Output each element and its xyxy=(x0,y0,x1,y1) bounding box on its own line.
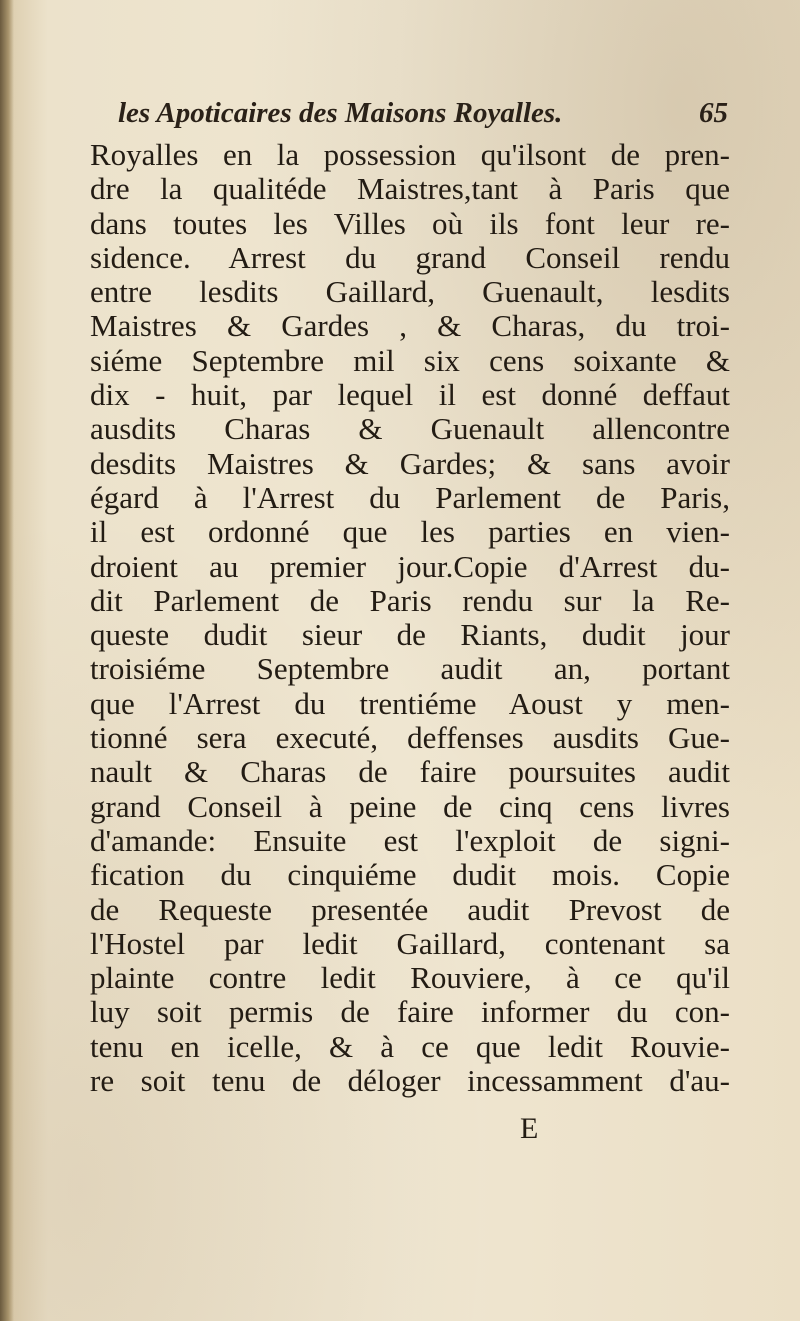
text-line: égard à l'Arrest du Parlement de Paris, xyxy=(90,479,730,515)
text-line: dre la qualitéde Maistres,tant à Paris que xyxy=(90,171,730,207)
text-line: luy soit permis de faire informer du con- xyxy=(90,994,730,1030)
page-number: 65 xyxy=(699,97,728,129)
catchword-signature: E xyxy=(520,1112,539,1145)
text-line: sidence. Arrest du grand Conseil rendu xyxy=(90,239,730,275)
body-text xyxy=(90,138,730,1098)
running-header xyxy=(118,97,728,137)
text-line: dix - huit, par lequel il est donné deffaut xyxy=(90,377,730,413)
text-line: re soit tenu de déloger incessamment d'au- xyxy=(90,1063,730,1099)
text-line: de Requeste presentée audit Prevost de xyxy=(90,891,730,927)
text-line: il est ordonné que les parties en vien- xyxy=(90,514,730,550)
text-line: tenu en icelle, & à ce que ledit Rouvie- xyxy=(90,1028,730,1064)
text-line: Royalles en la possession qu'ilsont de pren- xyxy=(90,137,730,172)
text-line: grand Conseil à peine de cinq cens livres xyxy=(90,788,730,824)
text-line: d'amande: Ensuite est l'exploit de signi- xyxy=(90,822,730,858)
text-line: que l'Arrest du trentiéme Aoust y men- xyxy=(90,685,730,721)
text-line: desdits Maistres & Gardes; & sans avoir xyxy=(90,445,730,481)
running-title: les Apoticaires des Maisons Royalles. xyxy=(118,97,563,129)
text-line: plainte contre ledit Rouviere, à ce qu'il xyxy=(90,960,730,996)
text-line: l'Hostel par ledit Gaillard, contenant sa xyxy=(90,925,730,961)
text-line: siéme Septembre mil six cens soixante & xyxy=(90,342,730,378)
text-line: troisiéme Septembre audit an, portant xyxy=(90,651,730,687)
text-line: ausdits Charas & Guenault allencontre xyxy=(90,411,730,447)
text-line: nault & Charas de faire poursuites audit xyxy=(90,754,730,790)
text-line: Maistres & Gardes , & Charas, du troi- xyxy=(90,308,730,344)
text-line: queste dudit sieur de Riants, dudit jour xyxy=(90,617,730,653)
page-gutter xyxy=(0,0,14,1321)
text-line: dit Parlement de Paris rendu sur la Re- xyxy=(90,582,730,618)
text-line: dans toutes les Villes où ils font leur re- xyxy=(90,205,730,241)
text-line: entre lesdits Gaillard, Guenault, lesdits xyxy=(90,274,730,310)
text-line: fication du cinquiéme dudit mois. Copie xyxy=(90,857,730,893)
text-line: droient au premier jour.Copie d'Arrest du- xyxy=(90,548,730,584)
text-line: tionné sera executé, deffenses ausdits Gue- xyxy=(90,720,730,756)
